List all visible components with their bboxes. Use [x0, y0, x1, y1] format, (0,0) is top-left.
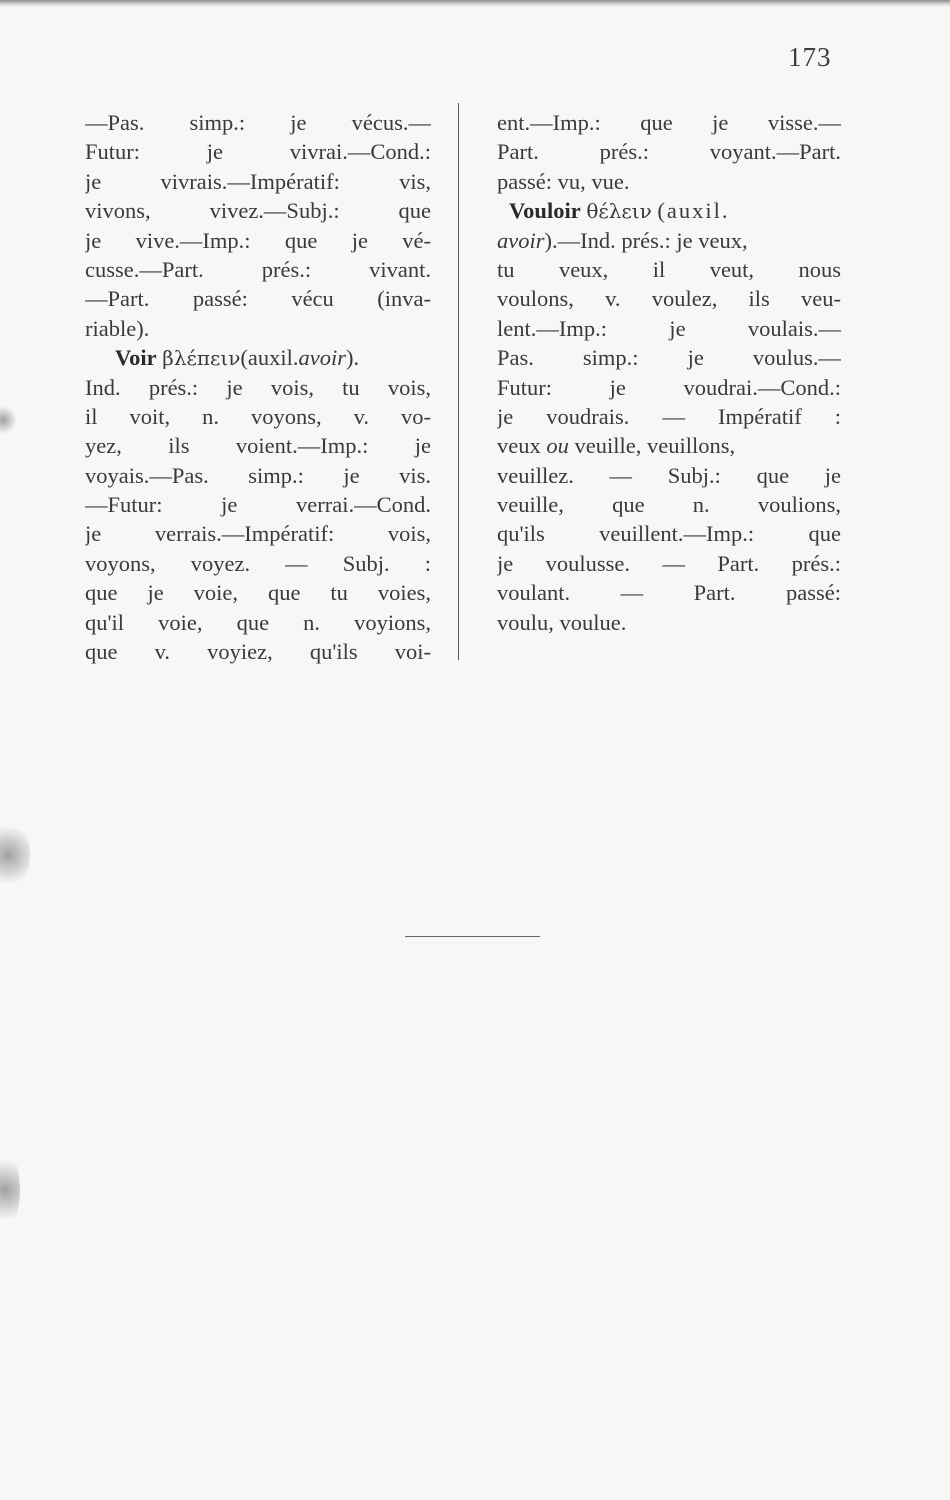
page-number: 173 [788, 42, 832, 72]
column-separator [458, 103, 459, 660]
text-after-ou: veuille, veuillons, [574, 433, 736, 459]
text-line: que je voie, que tu voies, [85, 580, 431, 606]
greek-word: θέλειν [586, 199, 652, 224]
entry-aux-close: ). [346, 345, 360, 371]
text-line: cusse.—Part. prés.: vivant. [85, 256, 431, 282]
text-line: ent.—Imp.: que je visse.— [497, 110, 841, 135]
text-line: passé: vu, vue. [497, 168, 630, 194]
text-line: —Futur: je verrai.—Cond. [85, 492, 431, 518]
text-line: tu veux, il veut, nous [497, 256, 841, 282]
text-line-ou [497, 431, 841, 460]
text-line: vivons, vivez.—Subj.: que [85, 198, 431, 224]
ink-blot [0, 820, 30, 890]
text-before-ou: veux [497, 433, 541, 459]
text-line: voyons, voyez. — Subj. : [85, 550, 431, 576]
right-column [497, 108, 841, 637]
entry-aux-word: avoir [298, 345, 347, 371]
end-rule [405, 936, 540, 937]
greek-word: βλέπειν [162, 346, 241, 371]
entry-aux-word: avoir [497, 227, 545, 253]
text-line: je voulusse. — Part. prés.: [497, 550, 841, 576]
text-line: qu'ils veuillent.—Imp.: que [497, 521, 841, 547]
page-top-edge [0, 0, 950, 7]
entry-vouloir-cont [497, 226, 841, 255]
text-line: Part. prés.: voyant.—Part. [497, 139, 841, 165]
text-line: Futur: je voudrai.—Cond.: [497, 374, 841, 400]
left-column [85, 108, 431, 666]
text-line: il voit, n. voyons, v. vo- [85, 403, 431, 429]
entry-vouloir [497, 196, 841, 225]
text-line: je voudrais. — Impératif : [497, 403, 841, 429]
text-line: —Part. passé: vécu (inva- [85, 286, 431, 312]
entry-aux-close: ).—Ind. prés.: je veux, [544, 227, 748, 253]
text-line: veuille, que n. voulions, [497, 492, 841, 518]
text-ou: ou [546, 433, 569, 459]
text-line: voulons, v. voulez, ils veu- [497, 286, 841, 312]
entry-voir [85, 343, 431, 372]
text-line: je vivrais.—Impératif: vis, [85, 168, 431, 194]
text-line: voulant. — Part. passé: [497, 580, 841, 606]
text-line: Futur: je vivrai.—Cond.: [85, 139, 431, 165]
text-line: —Pas. simp.: je vécus.— [85, 110, 431, 135]
text-line: veuillez. — Subj.: que je [497, 462, 841, 488]
ink-blot [0, 405, 16, 435]
text-line: voulu, voulue. [497, 609, 627, 635]
text-line: yez, ils voient.—Imp.: je [85, 433, 431, 459]
entry-headword: Voir [115, 345, 157, 371]
text-line: Pas. simp.: je voulus.— [497, 345, 841, 371]
text-line: voyais.—Pas. simp.: je vis. [85, 462, 431, 488]
entry-headword: Vouloir [509, 198, 581, 224]
text-line: qu'il voie, que n. voyions, [85, 609, 431, 635]
text-line: lent.—Imp.: je voulais.— [497, 315, 841, 341]
entry-aux-open: (auxil. [657, 198, 730, 224]
entry-aux-open: (auxil. [240, 345, 299, 371]
text-line: que v. voyiez, qu'ils voi- [85, 639, 431, 665]
text-line: je verrais.—Impératif: vois, [85, 521, 431, 547]
ink-blot [0, 1150, 20, 1230]
text-line: je vive.—Imp.: que je vé- [85, 227, 431, 253]
text-line: riable). [85, 315, 150, 341]
text-line: Ind. prés.: je vois, tu vois, [85, 374, 431, 400]
